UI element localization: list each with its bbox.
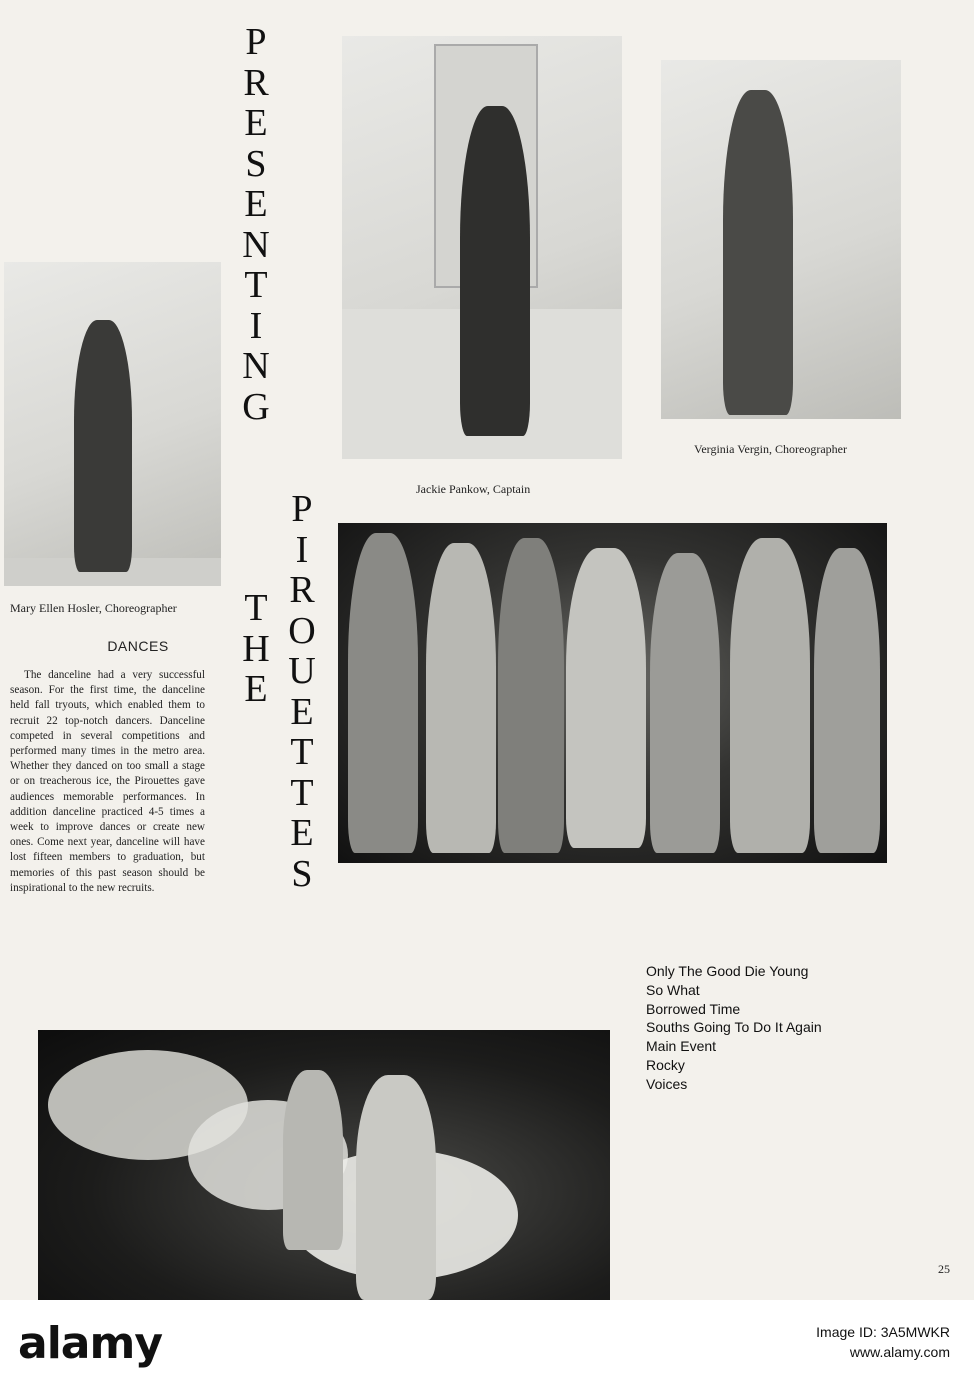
title-letter: H [242,627,270,670]
title-letter: T [290,771,314,814]
site-url[interactable]: www.alamy.com [849,1344,950,1360]
title-letter: E [244,183,268,225]
title-letter: R [243,61,269,104]
title-letter: E [244,668,268,710]
song-item: Only The Good Die Young [646,963,809,979]
title-letter: S [291,852,313,895]
footer-image-info [816,1322,950,1362]
page-number: 25 [938,1262,950,1276]
song-list [646,962,822,1094]
dances-body: The danceline had a very successful season. For the first time, the danceline held fall tryouts, which enabled them to recruit 22 top-notch dancers. Danceline competed in several competitions and performed many times in the metro area. Whether they danced on too small a stage or on treacherous ice, the Pirouettes gave audiences memorable performances. In addition danceline practiced 4-5 times a week to improve dances or create new ones. Come next year, danceline will have lost fifteen members to graduation, but memories of this past season should be inspirational to the new recruits. [10,669,205,894]
footer-bar [0,1300,974,1390]
title-letter: O [288,609,316,652]
title-letter: U [288,650,316,692]
title-letter: N [242,345,270,387]
song-item: Rocky [646,1056,685,1073]
title-letter: T [244,264,268,306]
alamy-logo: alamy [18,1318,162,1369]
title-letter: T [290,731,314,773]
title-letter: E [290,690,314,733]
caption-verginia: Verginia Vergin, Choreographer [694,442,847,456]
title-letter: P [245,21,267,63]
song-item: Main Event [646,1038,717,1055]
title-letter: E [290,812,314,854]
song-item: So What [646,981,700,998]
title-letter: G [242,385,270,428]
title-letter: R [289,569,315,611]
photo-mary-ellen-hosler [4,262,221,586]
title-pirouettes [282,489,322,894]
caption-jackie: Jackie Pankow, Captain [416,482,531,496]
title-letter: I [249,304,263,347]
title-letter: T [244,587,268,629]
photo-verginia-vergin [661,60,901,419]
song-item: Voices [646,1075,688,1092]
title-letter: S [245,142,267,185]
title-the [236,588,276,710]
dances-heading: DANCES [107,638,169,654]
song-item: Borrowed Time [646,1000,741,1017]
song-item: Souths Going To Do It Again [646,1019,822,1036]
caption-mary: Mary Ellen Hosler, Choreographer [10,601,177,615]
title-letter: P [291,488,313,530]
title-letter: E [244,102,268,144]
photo-pompom-line [38,1030,610,1300]
photo-danceline-costumes [338,523,887,863]
image-id-label: Image ID: 3A5MWKR [816,1324,950,1340]
photo-jackie-pankow [342,36,622,459]
title-presenting [236,22,276,427]
title-letter: I [295,528,309,571]
title-letter: N [242,223,270,266]
